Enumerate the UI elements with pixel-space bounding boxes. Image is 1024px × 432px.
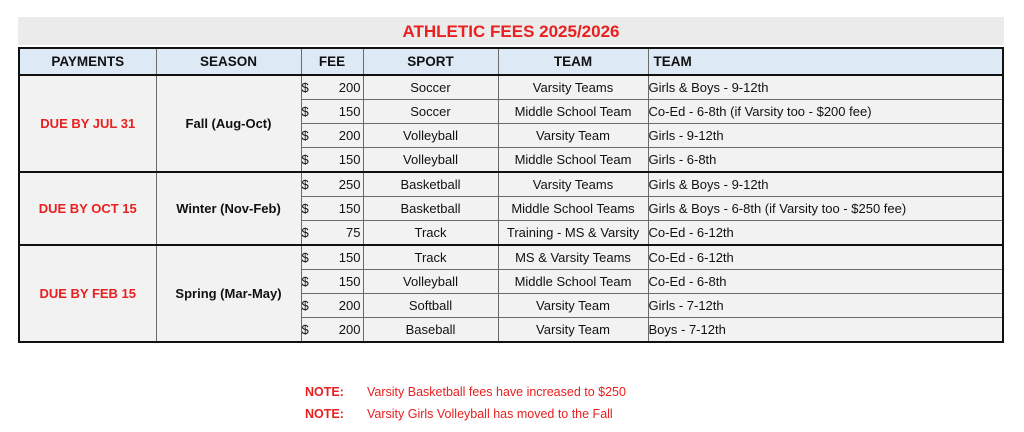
- sport-cell: Volleyball: [363, 148, 498, 173]
- table-row: [19, 172, 1003, 197]
- currency-symbol: $: [301, 104, 309, 119]
- team-cell: Middle School Team: [498, 100, 648, 124]
- sport-cell: Track: [363, 221, 498, 246]
- table-title: ATHLETIC FEES 2025/2026: [18, 17, 1004, 45]
- fee-amount: 150: [338, 250, 361, 265]
- sport-cell: Track: [363, 245, 498, 270]
- team-cell: Varsity Team: [498, 124, 648, 148]
- athletic-fees-table: [18, 47, 1004, 343]
- currency-symbol: $: [301, 250, 309, 265]
- fee-cell: [301, 124, 363, 148]
- fee-cell: [301, 172, 363, 197]
- team-detail-cell: Girls - 6-8th: [648, 148, 1003, 173]
- team-cell: MS & Varsity Teams: [498, 245, 648, 270]
- team-cell: Varsity Team: [498, 318, 648, 343]
- fee-amount: 200: [338, 298, 361, 313]
- fee-amount: 200: [338, 80, 361, 95]
- fee-amount: 150: [338, 104, 361, 119]
- fee-amount: 150: [338, 201, 361, 216]
- fee-cell: [301, 148, 363, 173]
- sport-cell: Softball: [363, 294, 498, 318]
- header-team: TEAM: [498, 48, 648, 75]
- fee-amount: 150: [338, 274, 361, 289]
- note-label: NOTE:: [305, 407, 344, 421]
- fee-amount: 250: [338, 177, 361, 192]
- fee-cell: [301, 318, 363, 343]
- sport-cell: Soccer: [363, 100, 498, 124]
- team-cell: Varsity Teams: [498, 75, 648, 100]
- season-name: Winter (Nov-Feb): [156, 172, 301, 245]
- header-season: SEASON: [156, 48, 301, 75]
- currency-symbol: $: [301, 274, 309, 289]
- season-name: Fall (Aug-Oct): [156, 75, 301, 172]
- note-label: NOTE:: [305, 385, 344, 399]
- fee-cell: [301, 270, 363, 294]
- team-detail-cell: Girls & Boys - 9-12th: [648, 172, 1003, 197]
- currency-symbol: $: [301, 298, 309, 313]
- team-cell: Training - MS & Varsity: [498, 221, 648, 246]
- fee-cell: [301, 245, 363, 270]
- sport-cell: Soccer: [363, 75, 498, 100]
- sport-cell: Volleyball: [363, 270, 498, 294]
- fee-amount: 150: [338, 152, 361, 167]
- header-team-detail: TEAM: [648, 48, 1003, 75]
- team-cell: Varsity Team: [498, 294, 648, 318]
- sport-cell: Volleyball: [363, 124, 498, 148]
- fee-cell: [301, 197, 363, 221]
- fee-amount: 75: [346, 225, 361, 240]
- sport-cell: Basketball: [363, 197, 498, 221]
- notes-section: [305, 381, 626, 425]
- payment-due-date: DUE BY OCT 15: [19, 172, 156, 245]
- team-cell: Varsity Teams: [498, 172, 648, 197]
- currency-symbol: $: [301, 201, 309, 216]
- note-text: Varsity Girls Volleyball has moved to the Fall: [367, 407, 613, 421]
- note-item: [305, 403, 626, 425]
- header-sport: SPORT: [363, 48, 498, 75]
- header-payments: PAYMENTS: [19, 48, 156, 75]
- team-cell: Middle School Teams: [498, 197, 648, 221]
- team-detail-cell: Girls - 7-12th: [648, 294, 1003, 318]
- team-detail-cell: Co-Ed - 6-8th: [648, 270, 1003, 294]
- fee-cell: [301, 294, 363, 318]
- team-cell: Middle School Team: [498, 270, 648, 294]
- note-item: [305, 381, 626, 403]
- team-detail-cell: Co-Ed - 6-12th: [648, 245, 1003, 270]
- team-cell: Middle School Team: [498, 148, 648, 173]
- table-row: [19, 245, 1003, 270]
- team-detail-cell: Boys - 7-12th: [648, 318, 1003, 343]
- header-row: [19, 48, 1003, 75]
- table-row: [19, 75, 1003, 100]
- team-detail-cell: Girls & Boys - 6-8th (if Varsity too - $250 fee): [648, 197, 1003, 221]
- currency-symbol: $: [301, 177, 309, 192]
- header-fee: FEE: [301, 48, 363, 75]
- currency-symbol: $: [301, 225, 309, 240]
- currency-symbol: $: [301, 80, 309, 95]
- currency-symbol: $: [301, 128, 309, 143]
- team-detail-cell: Co-Ed - 6-8th (if Varsity too - $200 fee): [648, 100, 1003, 124]
- currency-symbol: $: [301, 322, 309, 337]
- team-detail-cell: Co-Ed - 6-12th: [648, 221, 1003, 246]
- fee-cell: [301, 100, 363, 124]
- payment-due-date: DUE BY JUL 31: [19, 75, 156, 172]
- sport-cell: Basketball: [363, 172, 498, 197]
- team-detail-cell: Girls & Boys - 9-12th: [648, 75, 1003, 100]
- fee-amount: 200: [338, 322, 361, 337]
- currency-symbol: $: [301, 152, 309, 167]
- fee-cell: [301, 75, 363, 100]
- season-name: Spring (Mar-May): [156, 245, 301, 342]
- team-detail-cell: Girls - 9-12th: [648, 124, 1003, 148]
- fee-cell: [301, 221, 363, 246]
- note-text: Varsity Basketball fees have increased to $250: [367, 385, 626, 399]
- fee-amount: 200: [338, 128, 361, 143]
- payment-due-date: DUE BY FEB 15: [19, 245, 156, 342]
- sport-cell: Baseball: [363, 318, 498, 343]
